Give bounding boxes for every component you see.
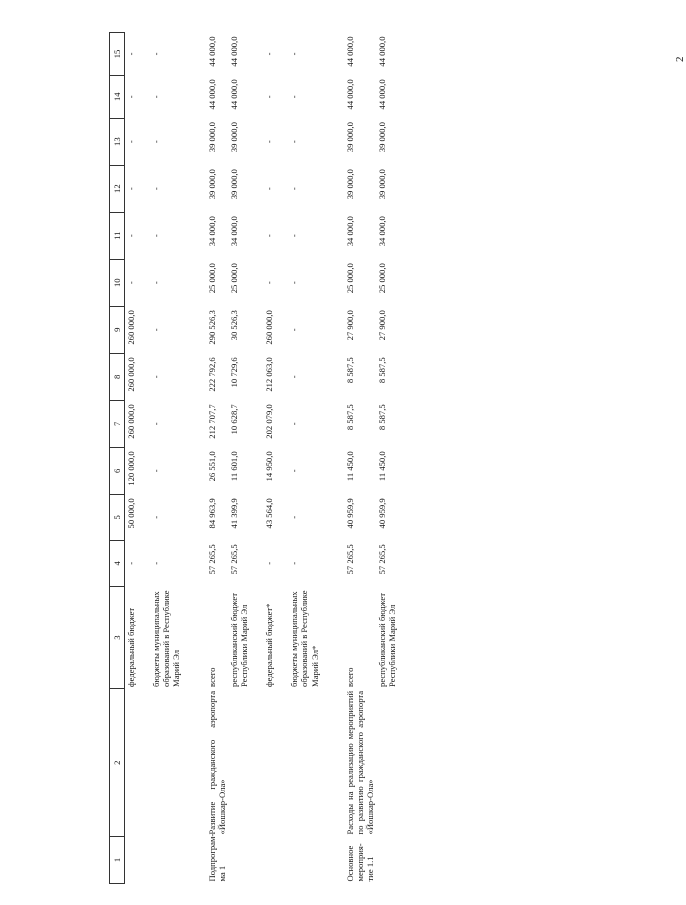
- value-cell: -: [151, 469, 162, 473]
- value-cell: -: [126, 140, 136, 144]
- table-row: [228, 33, 250, 884]
- funding-source-cell: бюджеты муниципальных образований в Республике Марий Эл: [151, 590, 182, 687]
- value-cell: 26 551,0: [206, 451, 217, 482]
- description-cell: [137, 689, 182, 837]
- value-cell: 260 000,0: [126, 357, 136, 392]
- value-cell: 120 000,0: [126, 451, 136, 486]
- value-cell: 57 265,5: [206, 544, 217, 575]
- value-cell: -: [289, 469, 300, 473]
- value-cell: -: [289, 561, 300, 565]
- table-header: [110, 33, 125, 884]
- value-cell: -: [289, 234, 300, 238]
- funding-source-cell: всего: [344, 667, 355, 687]
- description-cell: [125, 689, 138, 837]
- value-cell: 84 963,9: [206, 498, 217, 529]
- budget-table: [109, 32, 398, 884]
- column-header-6: 6: [110, 447, 125, 494]
- column-header-14: 14: [110, 75, 125, 118]
- value-cell: -: [289, 515, 300, 519]
- table-row: [250, 33, 275, 884]
- funding-source-cell: республиканский бюджет Республики Марий Эл: [228, 593, 249, 687]
- value-cell: 44 000,0: [344, 79, 355, 110]
- value-cell: 34 000,0: [377, 216, 388, 247]
- value-cell: 44 000,0: [344, 36, 355, 67]
- value-cell: 39 000,0: [377, 169, 388, 200]
- value-cell: 10 628,7: [228, 404, 239, 435]
- value-cell: -: [151, 422, 162, 426]
- value-cell: 27 900,0: [344, 310, 355, 341]
- value-cell: 39 000,0: [344, 169, 355, 200]
- value-cell: 44 000,0: [377, 79, 388, 110]
- value-cell: -: [151, 515, 162, 519]
- value-cell: 8 587,5: [377, 357, 388, 384]
- value-cell: -: [151, 561, 162, 565]
- value-cell: 39 000,0: [206, 122, 217, 153]
- value-cell: -: [264, 187, 275, 191]
- program-cell: [228, 836, 250, 883]
- value-cell: -: [151, 187, 162, 191]
- column-header-2: 2: [110, 689, 125, 837]
- value-cell: 8 587,5: [377, 404, 388, 431]
- description-cell: [250, 689, 275, 837]
- description-cell: [376, 689, 398, 837]
- column-header-15: 15: [110, 33, 125, 76]
- value-cell: 10 729,6: [228, 357, 239, 388]
- value-cell: 260 000,0: [126, 310, 136, 345]
- value-cell: 44 000,0: [228, 79, 239, 110]
- value-cell: 39 000,0: [206, 169, 217, 200]
- column-header-9: 9: [110, 306, 125, 353]
- value-cell: 11 450,0: [344, 451, 355, 482]
- value-cell: 202 079,0: [264, 404, 275, 439]
- value-cell: 34 000,0: [206, 216, 217, 247]
- description-cell: [228, 689, 250, 837]
- value-cell: -: [151, 234, 162, 238]
- value-cell: -: [289, 328, 300, 332]
- value-cell: 14 950,0: [264, 451, 275, 482]
- value-cell: 30 526,3: [228, 310, 239, 341]
- table-row: [183, 33, 228, 884]
- value-cell: -: [289, 281, 300, 285]
- value-cell: -: [289, 52, 300, 56]
- column-header-1: 1: [110, 836, 125, 883]
- value-cell: 57 265,5: [228, 544, 239, 575]
- value-cell: 25 000,0: [344, 263, 355, 294]
- table-row: [137, 33, 182, 884]
- value-cell: 39 000,0: [228, 169, 239, 200]
- value-cell: -: [289, 375, 300, 379]
- value-cell: -: [126, 234, 136, 238]
- rotated-page: [109, 32, 529, 884]
- column-header-12: 12: [110, 165, 125, 212]
- funding-source-cell: федеральный бюджет: [126, 607, 136, 687]
- table-body: [125, 33, 399, 884]
- value-cell: 39 000,0: [344, 122, 355, 153]
- value-cell: -: [264, 561, 275, 565]
- value-cell: 290 526,3: [206, 310, 217, 345]
- value-cell: 39 000,0: [228, 122, 239, 153]
- value-cell: 57 265,5: [377, 544, 388, 575]
- program-cell: Подпрограм-ма 1: [206, 833, 227, 882]
- value-cell: 40 959,9: [377, 498, 388, 529]
- value-cell: 34 000,0: [344, 216, 355, 247]
- program-cell: Основное мероприя-тие 1.1: [344, 843, 375, 882]
- program-cell: [250, 836, 275, 883]
- column-header-10: 10: [110, 259, 125, 306]
- value-cell: 27 900,0: [377, 310, 388, 341]
- value-cell: 11 601,0: [228, 451, 239, 482]
- value-cell: -: [289, 140, 300, 144]
- description-cell: Расходы на реализацию мероприятий по развитию гражданского аэропорта «Йошкар-Ола»: [344, 690, 375, 835]
- value-cell: -: [289, 422, 300, 426]
- value-cell: 8 587,5: [344, 404, 355, 431]
- value-cell: -: [126, 187, 136, 191]
- value-cell: -: [151, 52, 162, 56]
- column-header-7: 7: [110, 400, 125, 447]
- value-cell: 25 000,0: [228, 263, 239, 294]
- value-cell: -: [289, 187, 300, 191]
- column-header-3: 3: [110, 586, 125, 689]
- page-number: 2: [674, 56, 686, 62]
- value-cell: -: [151, 281, 162, 285]
- column-header-8: 8: [110, 353, 125, 400]
- value-cell: -: [126, 561, 136, 565]
- value-cell: -: [264, 281, 275, 285]
- value-cell: 44 000,0: [377, 36, 388, 67]
- value-cell: 222 792,6: [206, 357, 217, 392]
- value-cell: 212 707,7: [206, 404, 217, 439]
- value-cell: 40 959,9: [344, 498, 355, 529]
- value-cell: 11 450,0: [377, 451, 388, 482]
- table-row: [321, 33, 376, 884]
- value-cell: 44 000,0: [228, 36, 239, 67]
- value-cell: 34 000,0: [228, 216, 239, 247]
- value-cell: -: [126, 95, 136, 99]
- program-cell: [376, 836, 398, 883]
- value-cell: 50 000,0: [126, 498, 136, 529]
- value-cell: 44 000,0: [206, 36, 217, 67]
- funding-source-cell: всего: [206, 667, 217, 687]
- value-cell: -: [264, 234, 275, 238]
- description-cell: Развитие гражданского аэропорта «Йошкар-Ола»: [206, 690, 227, 835]
- column-header-5: 5: [110, 494, 125, 540]
- table-row: [275, 33, 320, 884]
- program-cell: [275, 836, 320, 883]
- value-cell: -: [289, 95, 300, 99]
- program-cell: [125, 836, 138, 883]
- column-header-11: 11: [110, 212, 125, 259]
- value-cell: -: [151, 328, 162, 332]
- value-cell: -: [264, 140, 275, 144]
- value-cell: -: [151, 140, 162, 144]
- value-cell: 8 587,5: [344, 357, 355, 384]
- value-cell: -: [126, 52, 136, 56]
- value-cell: 41 399,9: [228, 498, 239, 529]
- value-cell: -: [126, 281, 136, 285]
- value-cell: 44 000,0: [206, 79, 217, 110]
- funding-source-cell: бюджеты муниципальных образований в Республике Марий Эл*: [289, 590, 320, 687]
- value-cell: 25 000,0: [377, 263, 388, 294]
- value-cell: 260 000,0: [264, 310, 275, 345]
- value-cell: 39 000,0: [377, 122, 388, 153]
- value-cell: 43 564,0: [264, 498, 275, 529]
- table-row: [376, 33, 398, 884]
- funding-source-cell: федеральный бюджет*: [264, 603, 275, 687]
- column-header-4: 4: [110, 540, 125, 586]
- value-cell: -: [151, 95, 162, 99]
- column-header-13: 13: [110, 118, 125, 165]
- value-cell: 25 000,0: [206, 263, 217, 294]
- table-row: [125, 33, 138, 884]
- program-cell: [137, 836, 182, 883]
- funding-source-cell: республиканский бюджет Республики Марий Эл: [377, 593, 398, 687]
- value-cell: 260 000,0: [126, 404, 136, 439]
- value-cell: -: [264, 95, 275, 99]
- value-cell: 57 265,5: [344, 544, 355, 575]
- value-cell: -: [264, 52, 275, 56]
- description-cell: [275, 689, 320, 837]
- value-cell: 212 063,0: [264, 357, 275, 392]
- value-cell: -: [151, 375, 162, 379]
